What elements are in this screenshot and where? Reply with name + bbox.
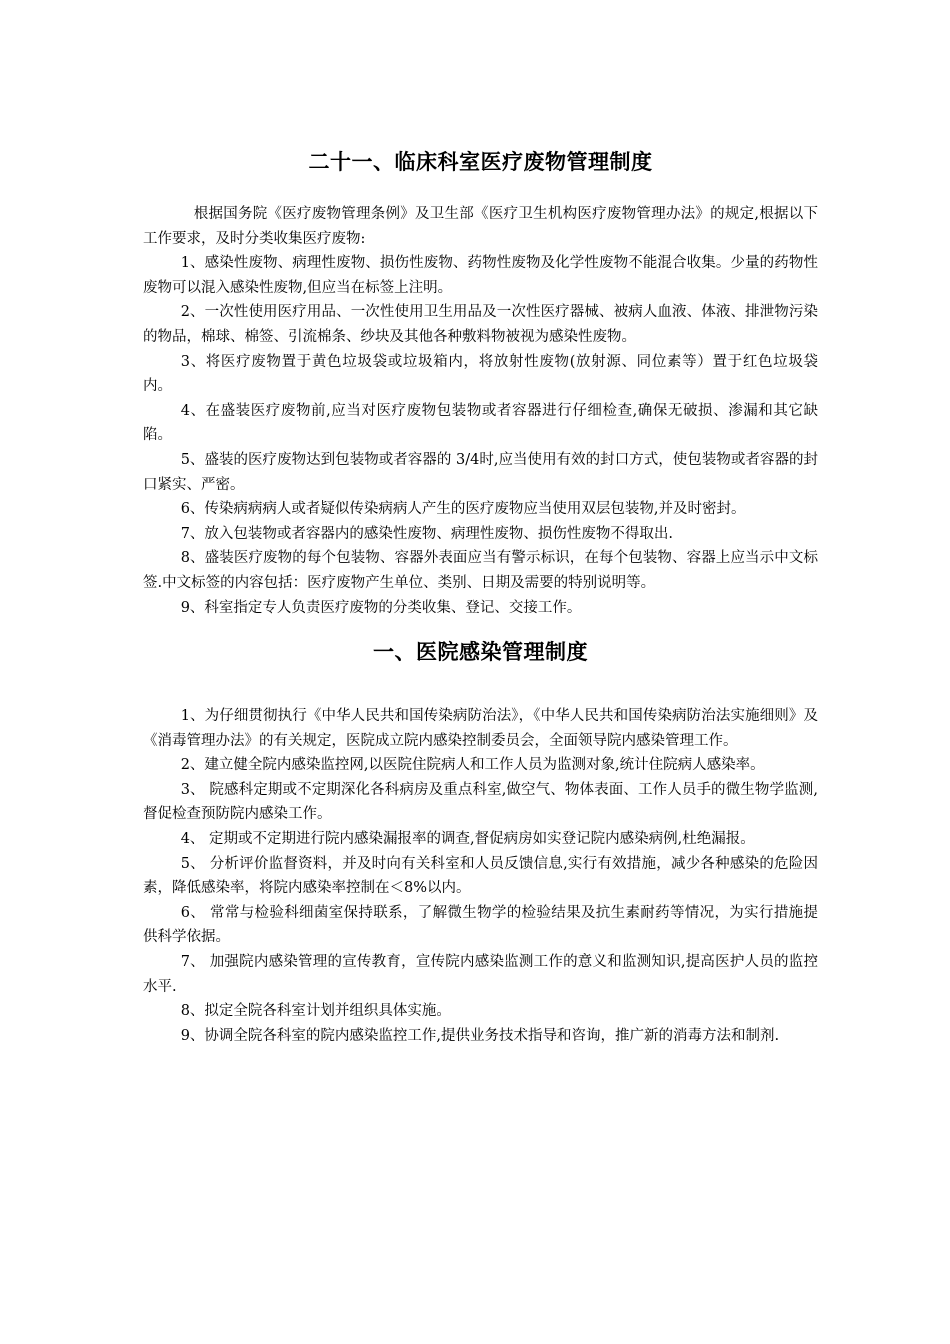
section1-item-9: 9、科室指定专人负责医疗废物的分类收集、登记、交接工作。 xyxy=(180,599,582,616)
section2-item-1: 1、为仔细贯彻执行《中华人民共和国传染病防治法》，《中华人民共和国传染病防治法实施细则》及《消毒管理办法》的有关规定，医院成立院内感染控制委员会，全面领导院内感染管理工作。 xyxy=(143,708,818,749)
section1-item-4: 4、在盛装医疗废物前,应当对医疗废物包装物或者容器进行仔细检查,确保无破损、渗漏和其它缺陷。 xyxy=(143,402,818,444)
section2-title: 一、医院感染管理制度 xyxy=(373,640,588,665)
document-page xyxy=(143,140,818,1048)
section2-item-8: 8、拟定全院各科室计划并组织具体实施。 xyxy=(180,1003,451,1020)
section2-item-4: 4、 定期或不定期进行院内感染漏报率的调查,督促病房如实登记院内感染病例,杜绝漏报。 xyxy=(180,831,755,848)
section1-intro: 根据国务院《医疗废物管理条例》及卫生部《医疗卫生机构医疗废物管理办法》的规定,根据以下工作要求，及时分类收集医疗废物: xyxy=(143,206,818,247)
section2-item-5: 5、 分析评价监督资料，并及时向有关科室和人员反馈信息,实行有效措施，减少各种感染的危险因素，降低感染率，将院内感染率控制在＜8%以内。 xyxy=(143,855,818,897)
section2-item-2: 2、建立健全院内感染监控网,以医院住院病人和工作人员为监测对象,统计住院病人感染率。 xyxy=(180,757,765,774)
section1-item-6: 6、传染病病病人或者疑似传染病病人产生的医疗废物应当使用双层包装物,并及时密封。 xyxy=(180,501,746,518)
section2-item-6: 6、 常常与检验科细菌室保持联系，了解微生物学的检验结果及抗生素耐药等情况，为实行措施提供科学依据。 xyxy=(143,904,818,946)
section1-item-5: 5、盛装的医疗废物达到包装物或者容器的 3/4时,应当使用有效的封口方式，使包装物或者容器的封口紧实、严密。 xyxy=(143,451,818,493)
section1-item-1: 1、感染性废物、病理性废物、损伤性废物、药物性废物及化学性废物不能混合收集。少量的药物性废物可以混入感染性废物,但应当在标签上注明。 xyxy=(143,255,818,296)
section1-item-7: 7、放入包装物或者容器内的感染性废物、病理性废物、损伤性废物不得取出. xyxy=(180,525,674,542)
section1-title: 二十一、临床科室医疗废物管理制度 xyxy=(308,150,653,174)
section2-item-9: 9、协调全院各科室的院内感染监控工作,提供业务技术指导和咨询，推广新的消毒方法和制剂. xyxy=(180,1027,780,1044)
section1-item-8: 8、盛装医疗废物的每个包装物、容器外表面应当有警示标识，在每个包装物、容器上应当示中文标签.中文标签的内容包括：医疗废物产生单位、类别、日期及需要的特别说明等。 xyxy=(143,550,818,591)
section2-item-7: 7、 加强院内感染管理的宣传教育，宣传院内感染监测工作的意义和监测知识,提高医护人员的监控水平. xyxy=(143,954,818,995)
section1-item-3: 3、将医疗废物置于黄色垃圾袋或垃圾箱内，将放射性废物(放射源、同位素等）置于红色垃圾袋内。 xyxy=(143,353,818,395)
section2-item-3: 3、 院感科定期或不定期深化各科病房及重点科室,做空气、物体表面、工作人员手的微生物学监测,督促检查预防院内感染工作。 xyxy=(143,781,818,823)
section1-item-2: 2、一次性使用医疗用品、一次性使用卫生用品及一次性医疗器械、被病人血液、体液、排泄物污染的物品，棉球、棉签、引流棉条、纱块及其他各种敷料物被视为感染性废物。 xyxy=(143,304,818,345)
